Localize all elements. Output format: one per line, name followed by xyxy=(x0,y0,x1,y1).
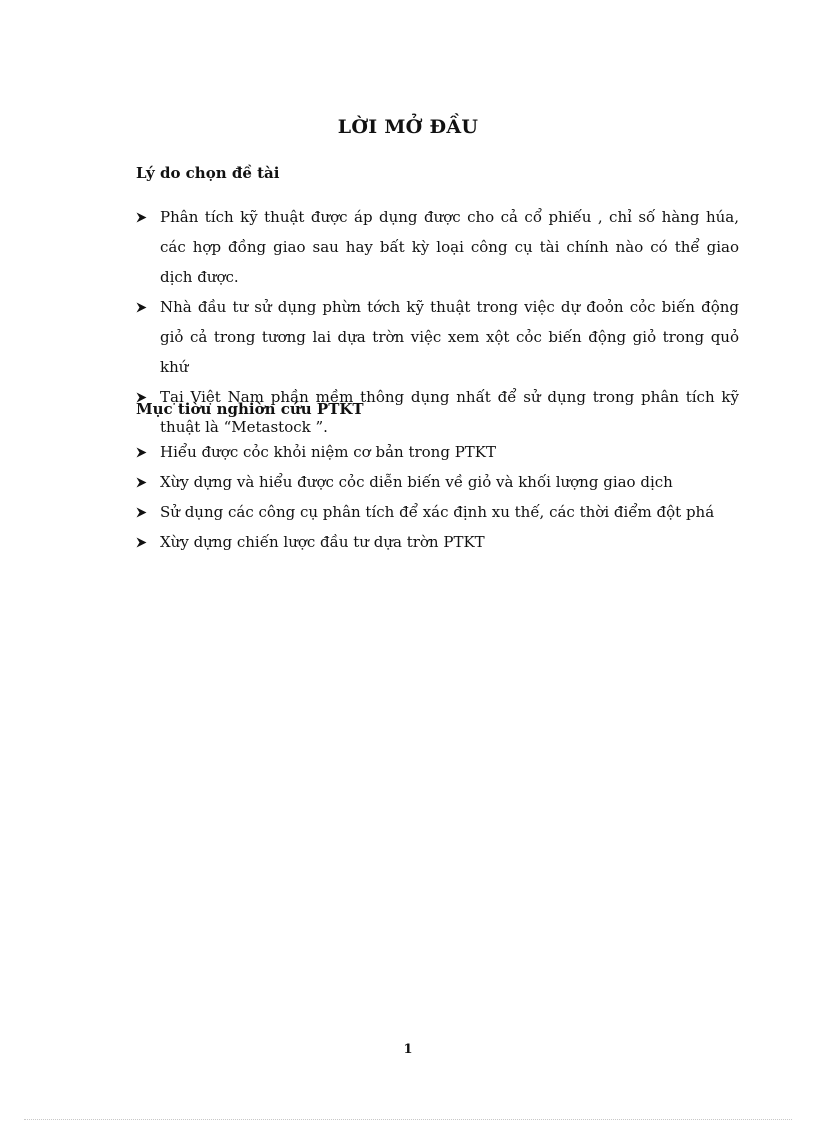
list-item-text: Xừy dựng chiến lược đầu tư dựa trờn PTKT xyxy=(160,533,485,551)
list-item xyxy=(136,202,739,292)
page-bottom-divider xyxy=(24,1119,792,1120)
arrowhead-bullet-icon xyxy=(136,292,150,322)
arrowhead-bullet-icon xyxy=(136,467,150,497)
list-item xyxy=(136,437,739,467)
list-item-text: Hiểu được cỏc khỏi niệm cơ bản trong PTKT xyxy=(160,443,497,461)
arrowhead-bullet-icon xyxy=(136,437,150,467)
list-item xyxy=(136,292,739,382)
list-item-text: Sử dụng các công cụ phân tích để xác định xu thế, các thời điểm đột phá xyxy=(160,503,715,521)
list-item-text: Phân tích kỹ thuật được áp dụng được cho cả cổ phiếu , chỉ số hàng húa, các hợp đồng giao sau hay bất kỳ loại công cụ tài chính nào có thể giao dịch được. xyxy=(160,208,739,286)
list-item xyxy=(136,467,739,497)
list-item-text: Nhà đầu tư sử dụng phừn tớch kỹ thuật trong việc dự đoỏn cỏc biến động giỏ cả trong tương lai dựa trờn việc xem xột cỏc biến động giỏ trong quỏ khứ xyxy=(160,298,739,376)
page-number: 1 xyxy=(403,1042,413,1057)
bullet-list-muc-tieu xyxy=(136,437,739,557)
page-title: LỜI MỞ ĐẦU xyxy=(337,116,479,138)
section-heading-muc-tieu: Mục tiờu nghiờn cứu PTKT xyxy=(136,400,364,418)
arrowhead-bullet-icon xyxy=(136,527,150,557)
list-item-text: Tại Việt Nam phần mềm thông dụng nhất để sử dụng trong phân tích kỹ thuật là “Metastock ”. xyxy=(160,388,739,436)
section-heading-ly-do: Lý do chọn đề tài xyxy=(136,164,280,182)
list-item xyxy=(136,527,739,557)
arrowhead-bullet-icon xyxy=(136,497,150,527)
arrowhead-bullet-icon xyxy=(136,202,150,232)
list-item xyxy=(136,497,739,527)
list-item-text: Xừy dựng và hiểu được cỏc diễn biến về giỏ và khối lượng giao dịch xyxy=(160,473,673,491)
